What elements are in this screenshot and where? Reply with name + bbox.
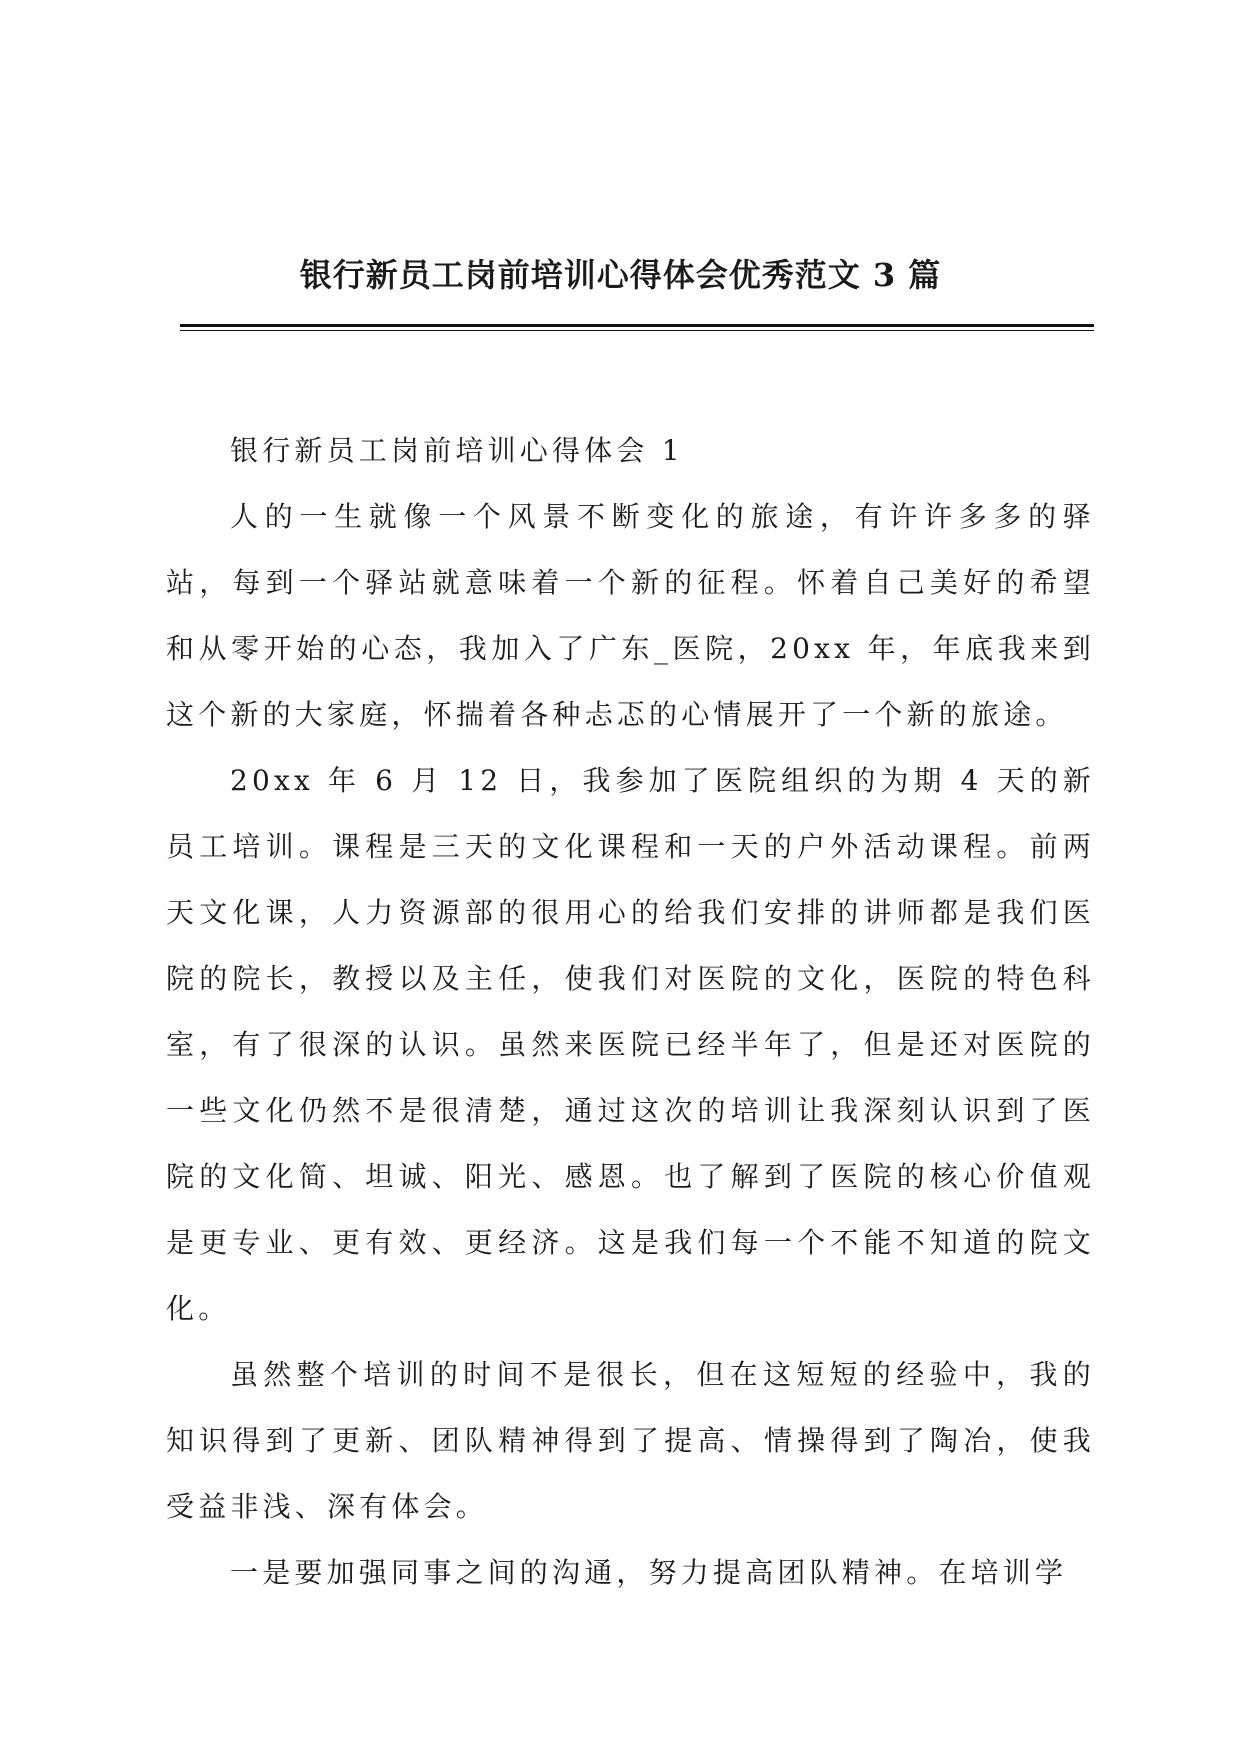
body-paragraph: 一是要加强同事之间的沟通，努力提高团队精神。在培训学 bbox=[230, 1556, 1068, 1589]
body-paragraph: 人的一生就像一个风景不断变化的旅途，有许许多多的驿站，每到一个驿站就意味着一个新的征程。怀着自己美好的希望和从零开始的心态，我加入了广东_医院，20xx 年，年底我来到这个新的大家庭，怀揣着各种忐忑的心情展开了一个新的旅途。 bbox=[166, 500, 1095, 731]
document-title: 银行新员工岗前培训心得体会优秀范文 3 篇 bbox=[299, 256, 942, 294]
section-heading: 银行新员工岗前培训心得体会 1 bbox=[230, 434, 684, 467]
body-paragraph: 20xx 年 6 月 12 日，我参加了医院组织的为期 4 天的新员工培训。课程是三天的文化课程和一天的户外活动课程。前两天文化课，人力资源部的很用心的给我们安排的讲师都是我们医院的院长，教授以及主任，使我们对医院的文化，医院的特色科室，有了很深的认识。虽然来医院已经半年了，但是还对医院的一些文化仍然不是很清楚，通过这次的培训让我深刻认识到了医院的文化简、坦诚、阳光、感恩。也了解到了医院的核心价值观是更专业、更有效、更经济。这是我们每一个不能不知道的院文化。 bbox=[166, 764, 1095, 1325]
title-divider-thick bbox=[180, 324, 1094, 327]
title-divider-thin bbox=[180, 330, 1094, 331]
body-paragraph: 虽然整个培训的时间不是很长，但在这短短的经验中，我的知识得到了更新、团队精神得到了提高、情操得到了陶冶，使我受益非浅、深有体会。 bbox=[166, 1358, 1095, 1523]
document-body bbox=[166, 418, 1095, 1606]
